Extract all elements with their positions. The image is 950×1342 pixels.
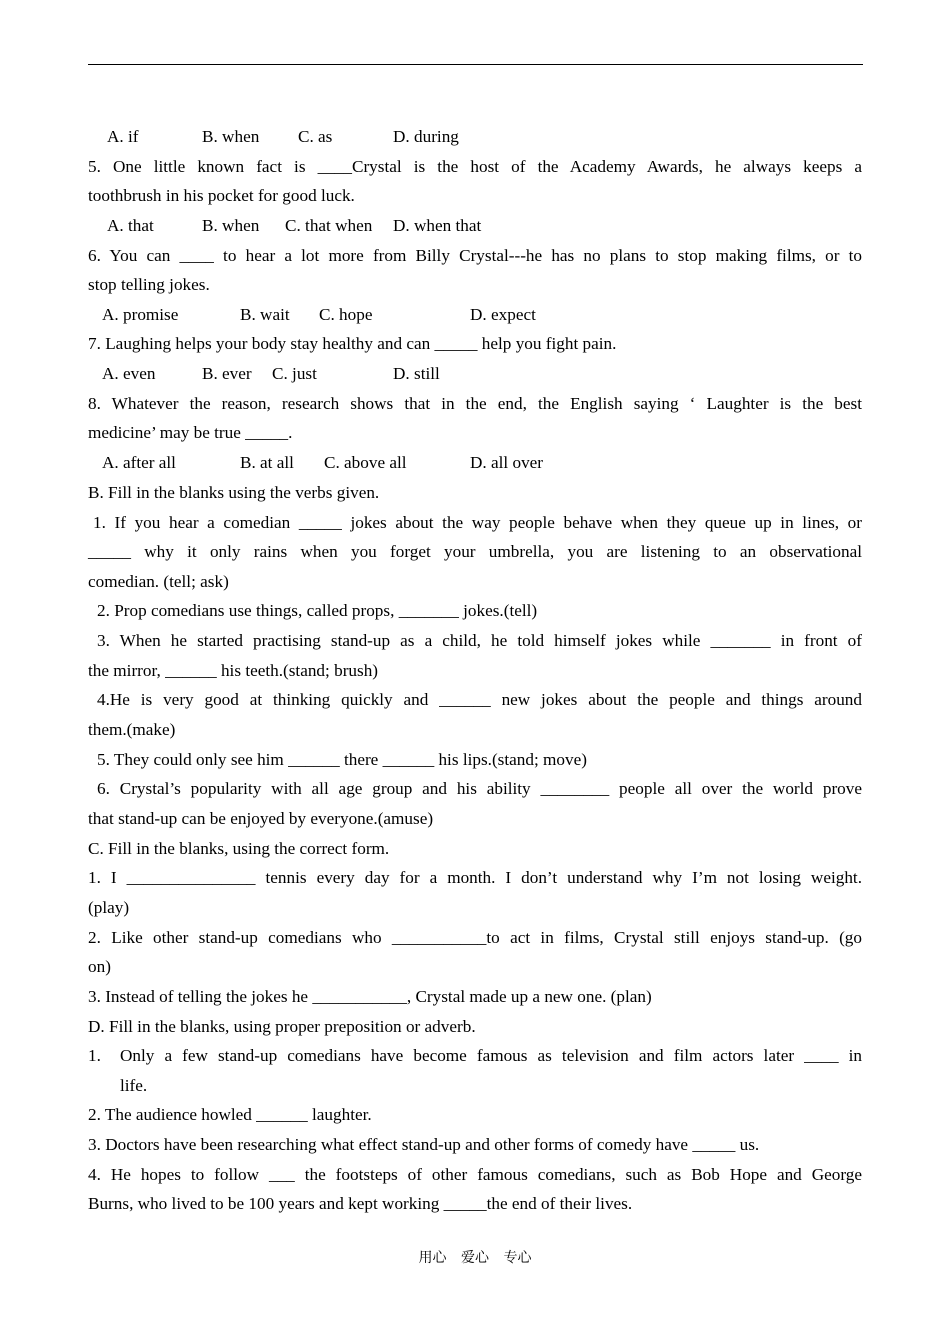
section-c-item-2-line-1: 2. Like other stand-up comedians who ___________to act in films, Crystal still enjoys stand-up. (go xyxy=(88,928,862,947)
section-b-item-1-line-3: comedian. (tell; ask) xyxy=(88,572,229,591)
section-d-item-4-line-2: Burns, who lived to be 100 years and kept working _____the end of their lives. xyxy=(88,1194,633,1213)
section-c-heading: C. Fill in the blanks, using the correct form. xyxy=(88,839,390,858)
q6-option-a: A. promise xyxy=(102,305,179,324)
section-b-heading: B. Fill in the blanks using the verbs given. xyxy=(88,483,380,502)
section-c-item-1-line-2: (play) xyxy=(88,898,130,917)
q7-option-d: D. still xyxy=(393,364,440,383)
q7-line-1: 7. Laughing helps your body stay healthy and can _____ help you fight pain. xyxy=(88,334,617,353)
section-b-item-6-line-1: 6. Crystal’s popularity with all age group and his ability ________ people all over the world prove xyxy=(97,779,862,798)
section-d-item-3: 3. Doctors have been researching what effect stand-up and other forms of comedy have _____ us. xyxy=(88,1135,760,1154)
section-b-item-3-line-1: 3. When he started practising stand-up as a child, he told himself jokes while _______ in front of xyxy=(97,631,862,650)
q6-option-c: C. hope xyxy=(319,305,373,324)
q7-option-b: B. ever xyxy=(202,364,252,383)
header-rule xyxy=(88,64,863,65)
section-b-item-5: 5. They could only see him ______ there ______ his lips.(stand; move) xyxy=(97,750,587,769)
page-footer: 用心 爱心 专心 xyxy=(418,1250,532,1266)
q8-option-a: A. after all xyxy=(102,453,176,472)
section-c-item-3: 3. Instead of telling the jokes he ___________, Crystal made up a new one. (plan) xyxy=(88,987,652,1006)
section-b-item-1-line-1: 1. If you hear a comedian _____ jokes about the way people behave when they queue up in lines, or xyxy=(93,513,862,532)
q5-option-c: C. that when xyxy=(285,216,373,235)
q5-option-b: B. when xyxy=(202,216,260,235)
q7-option-a: A. even xyxy=(102,364,156,383)
q8-option-c: C. above all xyxy=(324,453,407,472)
section-d-item-4-line-1: 4. He hopes to follow ___ the footsteps of other famous comedians, such as Bob Hope and George xyxy=(88,1165,862,1184)
section-b-item-4-line-1: 4.He is very good at thinking quickly and ______ new jokes about the people and things around xyxy=(97,690,862,709)
section-b-item-6-line-2: that stand-up can be enjoyed by everyone.(amuse) xyxy=(88,809,434,828)
q5-line-2: toothbrush in his pocket for good luck. xyxy=(88,186,355,205)
q4-option-d: D. during xyxy=(393,127,459,146)
q7-option-c: C. just xyxy=(272,364,317,383)
q8-option-d: D. all over xyxy=(470,453,544,472)
section-d-item-1-line-1: Only a few stand-up comedians have become famous as television and film actors later ____ in xyxy=(120,1046,862,1065)
section-b-item-2: 2. Prop comedians use things, called props, _______ jokes.(tell) xyxy=(97,601,538,620)
q6-option-b: B. wait xyxy=(240,305,290,324)
section-b-item-3-line-2: the mirror, ______ his teeth.(stand; brush) xyxy=(88,661,379,680)
section-c-item-1-line-1: 1. I _______________ tennis every day for a month. I don’t understand why I’m not losing weight. xyxy=(88,868,862,887)
q4-option-c: C. as xyxy=(298,127,333,146)
q5-option-d: D. when that xyxy=(393,216,482,235)
section-d-item-2: 2. The audience howled ______ laughter. xyxy=(88,1105,372,1124)
q8-line-2: medicine’ may be true _____. xyxy=(88,423,293,442)
section-d-item-1-line-2: life. xyxy=(120,1076,148,1095)
q5-line-1: 5. One little known fact is ____Crystal is the host of the Academy Awards, he always keeps a xyxy=(88,157,862,176)
q6-line-1: 6. You can ____ to hear a lot more from Billy Crystal---he has no plans to stop making films, or to xyxy=(88,246,862,265)
q4-option-a: A. if xyxy=(107,127,139,146)
q8-line-1: 8. Whatever the reason, research shows that in the end, the English saying ‘ Laughter is the best xyxy=(88,394,862,413)
section-b-item-4-line-2: them.(make) xyxy=(88,720,176,739)
q6-option-d: D. expect xyxy=(470,305,536,324)
section-d-heading: D. Fill in the blanks, using proper preposition or adverb. xyxy=(88,1017,476,1036)
section-d-item-1-number: 1. xyxy=(88,1046,101,1065)
q6-line-2: stop telling jokes. xyxy=(88,275,210,294)
q8-option-b: B. at all xyxy=(240,453,294,472)
section-b-item-1-line-2: _____ why it only rains when you forget your umbrella, you are listening to an observational xyxy=(88,542,862,561)
q5-option-a: A. that xyxy=(107,216,154,235)
q4-option-b: B. when xyxy=(202,127,260,146)
section-c-item-2-line-2: on) xyxy=(88,957,111,976)
